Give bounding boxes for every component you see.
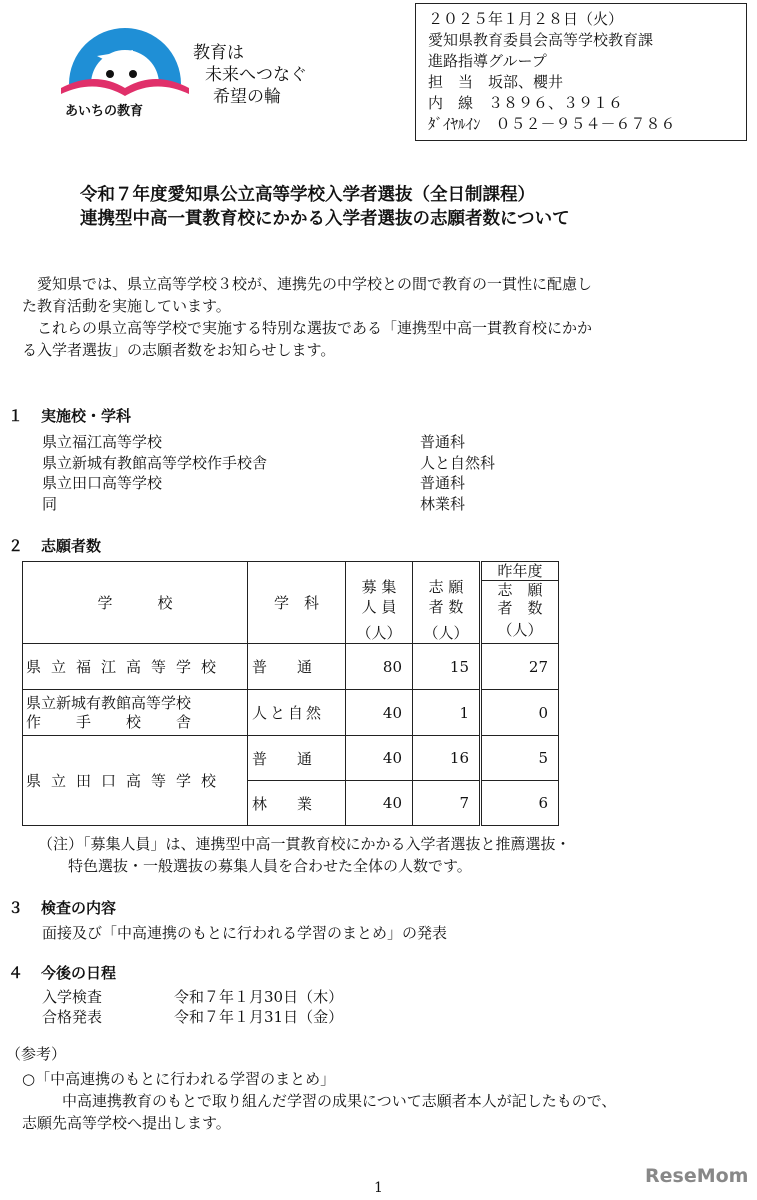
- document-title: [80, 183, 570, 231]
- row1-dept: 普 通: [248, 644, 346, 690]
- intro-paragraph: [22, 273, 747, 361]
- school-dept: 普通科: [420, 474, 466, 492]
- note-line: （注）「募集人員」は、連携型中高一貫教育校にかかる入学者選抜と推薦選抜・: [38, 835, 571, 853]
- header-school: 学 校: [23, 562, 248, 644]
- header-quota: [346, 562, 413, 644]
- school-name: 県立新城有教館高等学校作手校舎: [42, 454, 268, 472]
- logo-brand: あいちの教育: [65, 104, 144, 119]
- header-quota-line: 募 集: [361, 578, 397, 596]
- extension: 内 線 ３８９６、３９１６: [428, 94, 624, 112]
- row4-prev: 6: [481, 781, 559, 826]
- reference-item: ○「中高連携のもとに行われる学習のまとめ」: [22, 1070, 336, 1088]
- intro-line: これらの県立高等学校で実施する特別な選抜である「連携型中高一貫教育校にかか: [22, 319, 593, 337]
- release-date: ２０２５年１月２８日（火）: [428, 10, 624, 28]
- school-dept: 林業科: [420, 495, 466, 513]
- reference-body-line: 志願先高等学校へ提出します。: [22, 1114, 231, 1132]
- row2-school-line: 作 手 校 舎: [26, 712, 202, 731]
- section-number: ３: [8, 899, 24, 917]
- row2-quota: 40: [346, 690, 413, 736]
- tagline-line-3: 希望の輪: [213, 87, 281, 107]
- unit-label: （人）: [423, 624, 469, 642]
- section-title: 検査の内容: [41, 899, 117, 917]
- organization: 愛知県教育委員会高等学校教育課: [428, 31, 654, 49]
- schedule-label: 入学検査: [42, 988, 103, 1006]
- row3-dept: 普 通: [248, 736, 346, 781]
- school-name: 県立福江高等学校: [42, 433, 163, 451]
- school-list-item: [42, 473, 742, 493]
- applicants-table: [22, 561, 559, 826]
- section-1-heading: [8, 405, 131, 426]
- section-number: ２: [8, 537, 24, 555]
- tagline-line-2: 未来へつなぐ: [205, 65, 307, 85]
- header-prev-year: [481, 562, 559, 644]
- section-number: ４: [8, 964, 24, 982]
- section-4-heading: [8, 962, 116, 983]
- row3-prev: 5: [481, 736, 559, 781]
- header-quota-line: 人 員: [361, 598, 397, 616]
- row1-quota: 80: [346, 644, 413, 690]
- row4-dept: 林 業: [248, 781, 346, 826]
- group-name: 進路指導グループ: [428, 52, 547, 70]
- school-dept: 普通科: [420, 433, 466, 451]
- reference-body-line: 中高連携教育のもとで取り組んだ学習の成果について志願者本人が記したもので、: [62, 1092, 617, 1110]
- title-line-1: 令和７年度愛知県公立高等学校入学者選抜（全日制課程）: [80, 185, 535, 205]
- schedule-date: 令和７年１月31日（金）: [174, 1008, 344, 1026]
- section-2-heading: [8, 535, 101, 556]
- row4-quota: 40: [346, 781, 413, 826]
- header-prev-top: 昨年度: [482, 562, 558, 581]
- header-app-line: 志 願: [428, 578, 464, 596]
- unit-label: （人）: [497, 621, 543, 639]
- school-list-item: [42, 494, 742, 514]
- tagline-line-1: 教育は: [193, 43, 244, 63]
- row2-school-line: 県立新城有教館高等学校: [26, 693, 192, 712]
- row3-school: 県立田口高等学校: [23, 736, 248, 826]
- row2-applicants: 1: [413, 690, 481, 736]
- row1-applicants: 15: [413, 644, 481, 690]
- note-line: 特色選抜・一般選抜の募集人員を合わせた全体の人数です。: [38, 857, 472, 875]
- header-prev-line: 者 数: [497, 599, 543, 617]
- section-number: １: [8, 407, 24, 425]
- schedule-item: [42, 1007, 442, 1027]
- dial-in: ﾀﾞｲﾔﾙｲﾝ ０５２－９５４－６７８６: [428, 115, 676, 133]
- row2-school: [23, 690, 248, 736]
- row1-school: 県立福江高等学校: [23, 644, 248, 690]
- aichi-education-logo-icon: [55, 22, 195, 102]
- schedule-label: 合格発表: [42, 1008, 103, 1026]
- logo: [55, 22, 195, 120]
- school-list-item: [42, 453, 742, 473]
- section-3-heading: [8, 897, 116, 918]
- page-number: 1: [374, 1180, 383, 1196]
- contact-infobox: [415, 3, 747, 141]
- table-note: [38, 833, 571, 877]
- section-3-body: 面接及び「中高連携のもとに行われる学習のまとめ」の発表: [42, 924, 448, 942]
- section-title: 志願者数: [41, 537, 102, 555]
- school-name: 県立田口高等学校: [42, 474, 163, 492]
- header-applicants: [413, 562, 481, 644]
- header-dept: 学 科: [248, 562, 346, 644]
- contact-persons: 担 当 坂部、櫻井: [428, 73, 564, 91]
- row2-prev: 0: [481, 690, 559, 736]
- school-dept: 人と自然科: [420, 454, 496, 472]
- school-list-item: [42, 432, 742, 452]
- header-prev-line: 志 願: [497, 581, 543, 599]
- intro-line: 愛知県では、県立高等学校３校が、連携先の中学校との間で教育の一貫性に配慮し: [22, 275, 593, 293]
- school-name: 同: [42, 495, 58, 513]
- schedule-date: 令和７年１月30日（木）: [174, 988, 344, 1006]
- schedule-item: [42, 987, 442, 1007]
- row2-dept: 人と自然: [248, 690, 346, 736]
- header-app-line: 者 数: [428, 598, 464, 616]
- intro-line: る入学者選抜」の志願者数をお知らせします。: [22, 341, 336, 359]
- section-title: 今後の日程: [41, 964, 117, 982]
- section-title: 実施校・学科: [41, 407, 132, 425]
- reference-heading: （参考）: [6, 1045, 67, 1063]
- intro-line: た教育活動を実施しています。: [22, 297, 231, 315]
- unit-label: （人）: [356, 624, 402, 642]
- logo-tagline: [193, 42, 307, 108]
- row4-applicants: 7: [413, 781, 481, 826]
- reference-body: [22, 1090, 752, 1134]
- watermark-logo: ReseMom: [645, 1165, 749, 1187]
- title-line-2: 連携型中高一貫教育校にかかる入学者選抜の志願者数について: [80, 209, 570, 229]
- row3-applicants: 16: [413, 736, 481, 781]
- row1-prev: 27: [481, 644, 559, 690]
- row3-quota: 40: [346, 736, 413, 781]
